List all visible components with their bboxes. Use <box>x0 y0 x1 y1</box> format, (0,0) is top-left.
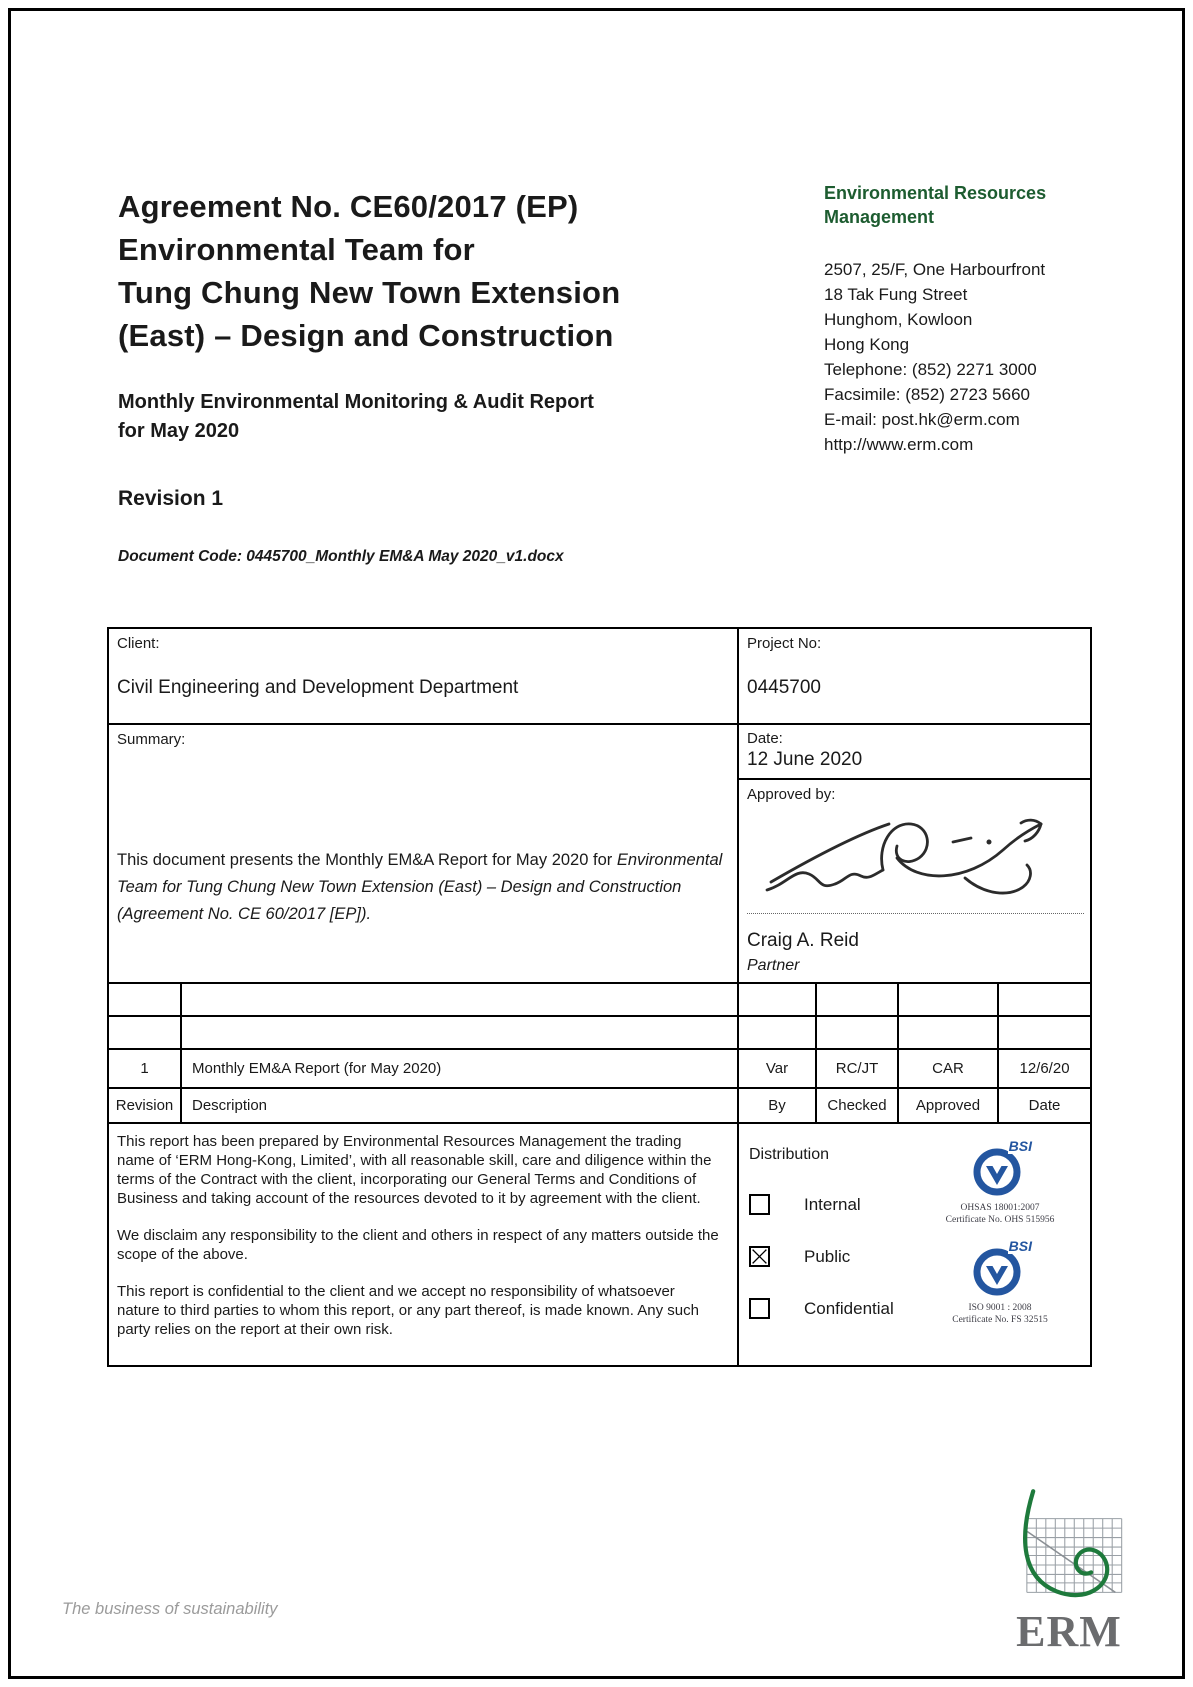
signature-image <box>747 798 1067 910</box>
disclaimer-paragraph: This report is confidential to the client and we accept no responsibility of whatsoever nature to third parties to whom this report, or any part thereof, is made known. Any such party relies on the report at their own risk. <box>117 1283 699 1338</box>
public-label: Public <box>804 1247 851 1266</box>
summary-label: Summary: <box>117 731 186 748</box>
project-no-value: 0445700 <box>747 677 821 698</box>
date-label: Date: <box>747 730 783 747</box>
approved-by-cell <box>738 779 1091 983</box>
certification-iso <box>930 1240 1070 1326</box>
erm-logo <box>1005 1487 1133 1656</box>
header-description: Description <box>181 1088 738 1123</box>
internal-checkbox[interactable] <box>749 1194 770 1215</box>
address-line: Hunghom, Kowloon <box>824 310 973 329</box>
signature-line <box>747 913 1084 914</box>
signature-strokes <box>747 798 1067 910</box>
header-approved: Approved <box>898 1088 998 1123</box>
disclaimer-paragraph: We disclaim any responsibility to the client and others in respect of any matters outside the scope of the above. <box>117 1227 719 1263</box>
revision-approved: CAR <box>898 1049 998 1088</box>
revision-checked: RC/JT <box>816 1049 898 1088</box>
summary-plain: This document presents the Monthly EM&A Report for May 2020 for <box>117 851 613 869</box>
empty-cell <box>738 983 816 1016</box>
project-no-cell <box>738 628 1091 724</box>
revision-description: Monthly EM&A Report (for May 2020) <box>181 1049 738 1088</box>
company-name-line: Environmental Resources <box>824 183 1047 203</box>
empty-cell <box>816 983 898 1016</box>
distribution-label: Distribution <box>749 1146 830 1163</box>
cert-number: Certificate No. OHS 515956 <box>945 1215 1055 1225</box>
title-line: Agreement No. CE60/2017 (EP) <box>118 189 579 224</box>
address-line-fax: Facsimile: (852) 2723 5660 <box>824 385 1031 404</box>
document-info-table <box>107 627 1092 1367</box>
address-line: 2507, 25/F, One Harbourfront <box>824 260 1046 279</box>
address-line: Hong Kong <box>824 335 910 354</box>
header-date: Date <box>998 1088 1091 1123</box>
header-revision: Revision <box>108 1088 181 1123</box>
checkbox-x-icon <box>751 1248 768 1265</box>
company-name <box>824 181 1084 229</box>
date-cell <box>738 724 1091 779</box>
empty-cell <box>816 1016 898 1049</box>
company-address <box>824 257 1045 457</box>
empty-cell <box>998 983 1091 1016</box>
cert-standard: OHSAS 18001:2007 <box>960 1203 1040 1213</box>
summary-italic: Environmental Team for Tung Chung New Town Extension (East) – Design and Construction (Agreement No. CE 60/2017 [EP]). <box>117 851 723 923</box>
address-line-phone: Telephone: (852) 2271 3000 <box>824 360 1037 379</box>
title-line: Tung Chung New Town Extension <box>118 275 621 310</box>
address-line-website: http://www.erm.com <box>824 435 974 454</box>
confidential-checkbox[interactable] <box>749 1298 770 1319</box>
bsi-brand-text: BSI <box>1008 1138 1032 1154</box>
disclaimer-paragraph: This report has been prepared by Environmental Resources Management the trading name of ‘ERM Hong-Kong, Limited’, with all reasonable skill, care and diligence within the terms of the Contract with the client, incorporating our General Terms and Conditions of Business and taking account of the resources devoted to it by agreement with the client. <box>117 1133 712 1207</box>
erm-logotype: ERM <box>1016 1607 1122 1656</box>
confidential-label: Confidential <box>804 1299 894 1318</box>
approved-by-label: Approved by: <box>747 786 836 803</box>
public-checkbox[interactable] <box>749 1246 770 1267</box>
client-cell <box>108 628 738 724</box>
internal-label: Internal <box>804 1195 861 1214</box>
approver-title: Partner <box>747 957 800 974</box>
company-tagline: The business of sustainability <box>62 1600 278 1618</box>
empty-cell <box>108 983 181 1016</box>
summary-text <box>117 847 725 928</box>
document-subtitle <box>118 388 594 446</box>
certification-ohsas <box>930 1140 1070 1226</box>
title-line: Environmental Team for <box>118 232 475 267</box>
bsi-logo-icon <box>965 1240 1035 1298</box>
revision-label: Revision 1 <box>118 487 224 510</box>
disclaimer-cell <box>108 1123 738 1366</box>
subtitle-line: for May 2020 <box>118 420 240 442</box>
address-line: 18 Tak Fung Street <box>824 285 968 304</box>
revision-empty-row <box>108 1016 1091 1049</box>
cert-standard: ISO 9001 : 2008 <box>968 1303 1032 1313</box>
empty-cell <box>108 1016 181 1049</box>
revision-data-row <box>108 1049 1091 1088</box>
bsi-brand-text: BSI <box>1008 1238 1032 1254</box>
revision-by: Var <box>738 1049 816 1088</box>
client-label: Client: <box>117 635 160 652</box>
approver-name: Craig A. Reid <box>747 930 859 951</box>
header-by: By <box>738 1088 816 1123</box>
empty-cell <box>181 1016 738 1049</box>
bsi-logo-icon <box>965 1140 1035 1198</box>
project-no-label: Project No: <box>747 635 822 652</box>
date-value: 12 June 2020 <box>747 749 863 770</box>
company-name-line: Management <box>824 207 935 227</box>
subtitle-line: Monthly Environmental Monitoring & Audit Report <box>118 391 594 413</box>
empty-cell <box>998 1016 1091 1049</box>
empty-cell <box>898 1016 998 1049</box>
empty-cell <box>738 1016 816 1049</box>
empty-cell <box>181 983 738 1016</box>
header-checked: Checked <box>816 1088 898 1123</box>
empty-cell <box>898 983 998 1016</box>
document-title <box>118 185 620 357</box>
revision-date: 12/6/20 <box>998 1049 1091 1088</box>
distribution-cell <box>738 1123 1091 1366</box>
client-value: Civil Engineering and Development Department <box>117 677 519 698</box>
revision-header-row <box>108 1088 1091 1123</box>
cert-number: Certificate No. FS 32515 <box>952 1315 1048 1325</box>
title-line: (East) – Design and Construction <box>118 318 614 353</box>
erm-spiral-grid-icon <box>1005 1487 1133 1605</box>
summary-cell <box>108 724 738 983</box>
document-code: Document Code: 0445700_Monthly EM&A May 2020_v1.docx <box>118 548 564 565</box>
address-line-email: E-mail: post.hk@erm.com <box>824 410 1020 429</box>
revision-empty-row <box>108 983 1091 1016</box>
revision-number: 1 <box>108 1049 181 1088</box>
